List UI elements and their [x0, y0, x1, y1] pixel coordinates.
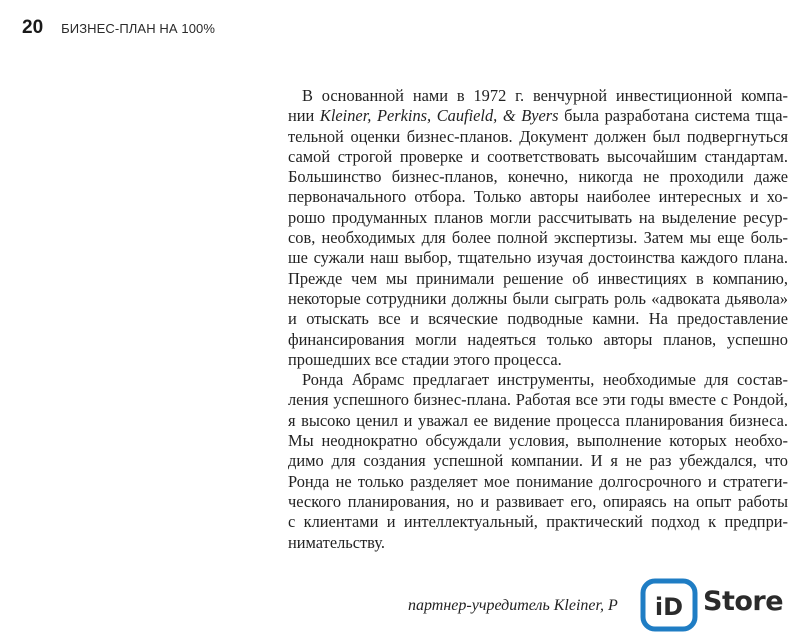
body-text: [288, 86, 788, 553]
paragraph-1: [288, 86, 788, 370]
svg-text:iD: iD: [654, 593, 684, 621]
text-line: Ронда не только разделяет мое понимание долгосрочного и стратеги-: [288, 471, 788, 491]
text-line: сов, необходимых для более полной экспертизы. Затем мы еще боль-: [288, 228, 788, 248]
text-line: ческого планирования, но и развивает его, опираясь на опыт работы: [288, 491, 788, 511]
text-line: Мы неоднократно обсуждали условия, выполнение которых необхо-: [288, 431, 788, 451]
text-line: я высоко ценил и уважал ее видение процесса планирования бизнеса.: [288, 410, 788, 430]
text-line: нимательству.: [288, 532, 386, 552]
idstore-watermark-logo: [640, 578, 809, 640]
logo-word: Store: [703, 586, 784, 617]
firm-name: Kleiner, Perkins, Caufield, & Byers: [319, 106, 559, 126]
text-line: рошо продуманных планов могли рассчитывать на выделение ресур-: [288, 207, 788, 227]
text-line: некоторые сотрудники должны были сыграть роль «адвоката дьявола»: [288, 288, 788, 308]
text-line: и отыскать все и всяческие подводные камни. На предоставление: [288, 309, 788, 329]
text-line: ше сужали наш выбор, тщательно изучая достоинства каждого плана.: [288, 248, 788, 268]
text-line: самой строгой проверке и соответствовать высочайшим стандартам.: [288, 146, 788, 166]
page-header: [22, 17, 215, 39]
text-line: первоначального отбора. Только авторы наиболее интересных и хо-: [288, 187, 788, 207]
page-number: 20: [22, 17, 44, 38]
text-line: прошедших все стадии этого процесса.: [288, 349, 562, 369]
text-line: с клиентами и интеллектуальный, практический подход к предпри-: [288, 512, 788, 532]
text-line: [288, 106, 788, 126]
text-line: Прежде чем мы принимали решение об инвестициях в компанию,: [288, 268, 788, 288]
text-line: Большинство бизнес-планов, конечно, никогда не проходили даже: [288, 167, 788, 187]
id-logo-icon: [640, 578, 698, 632]
signature: партнер-учредитель Kleiner, P: [408, 597, 618, 614]
text-line: Ронда Абрамс предлагает инструменты, необходимые для состав-: [302, 370, 788, 390]
text-line: ления успешного бизнес-плана. Работая все эти годы вместе с Рондой,: [288, 390, 788, 410]
text-span: нии: [288, 106, 320, 126]
text-span: была разработана система тща-: [558, 106, 788, 126]
text-line: димо для создания успешной компании. И я не раз убеждался, что: [288, 451, 788, 471]
paragraph-2: [288, 370, 788, 553]
running-title: БИЗНЕС-ПЛАН НА 100%: [61, 21, 216, 36]
text-line: финансирования могли надеяться только авторы планов, успешно: [288, 329, 788, 349]
text-line: тельной оценки бизнес-планов. Документ должен был подвергнуться: [288, 126, 788, 146]
text-line: В основанной нами в 1972 г. венчурной инвестиционной компа-: [302, 86, 788, 105]
